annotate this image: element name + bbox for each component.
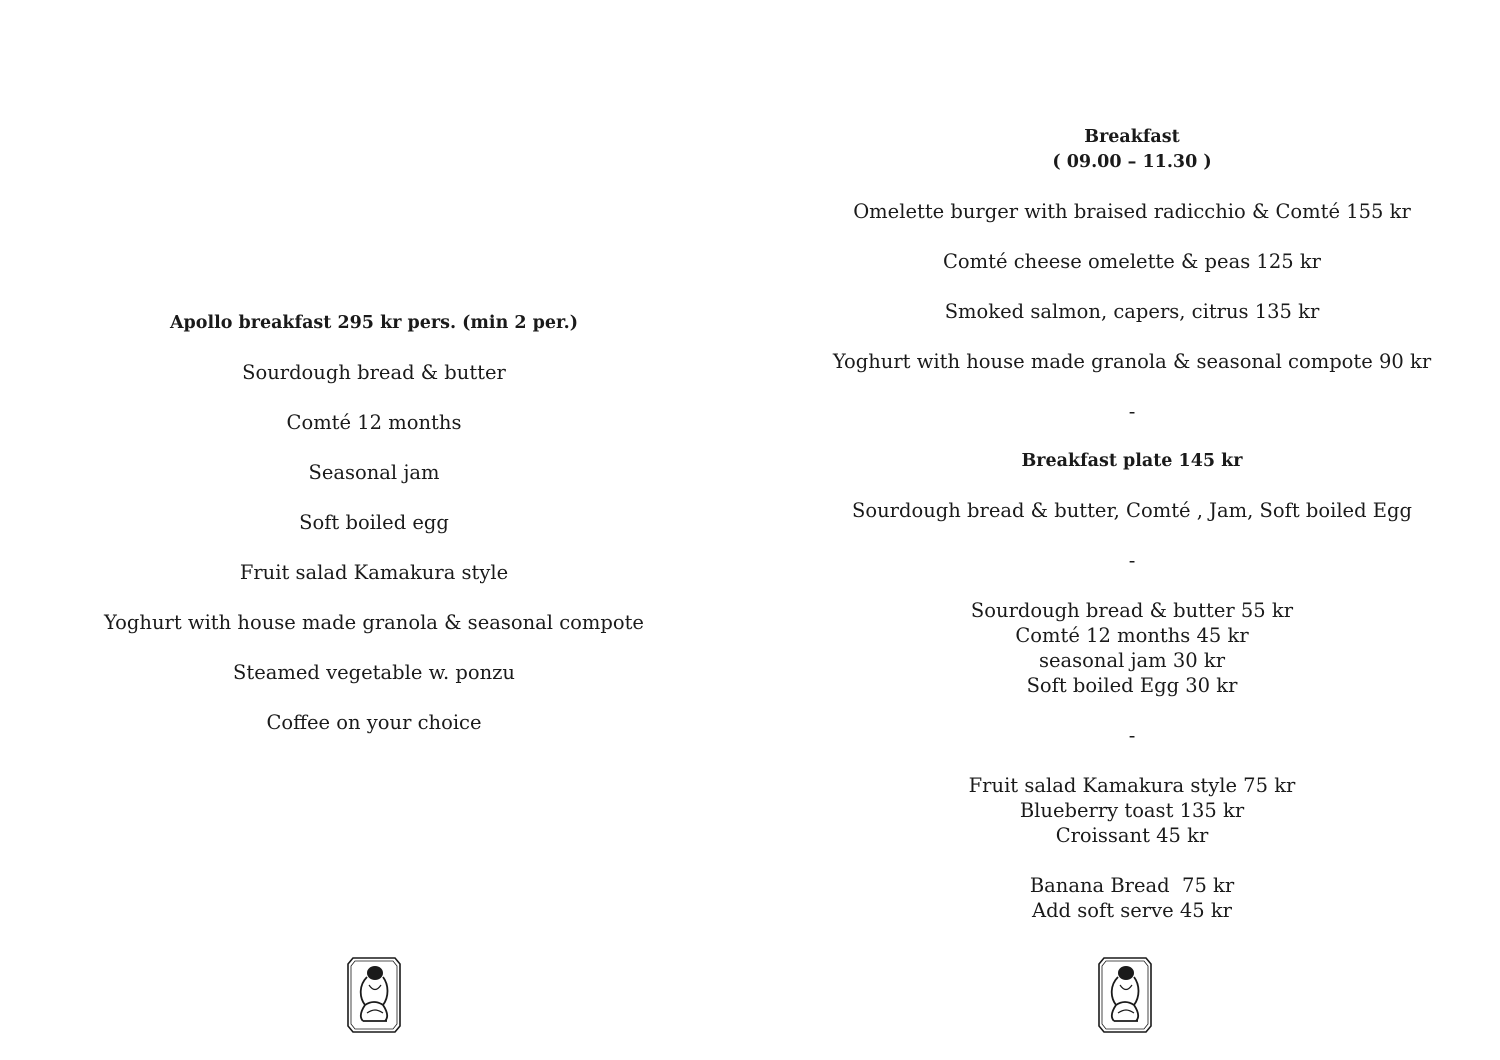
extra-item: Croissant 45 kr [1055,824,1209,847]
side-item: Soft boiled Egg 30 kr [1026,674,1238,697]
seated-figure-emblem-icon [1098,957,1152,1033]
menu-item: Coffee on your choice [266,711,482,734]
section-separator: - [1128,400,1136,423]
side-item: seasonal jam 30 kr [1038,649,1226,672]
menu-item: Soft boiled egg [299,511,449,534]
extra-item: Fruit salad Kamakura style 75 kr [968,774,1296,797]
dish-item: Yoghurt with house made granola & seasonal compote 90 kr [832,350,1432,373]
menu-item: Seasonal jam [308,461,440,484]
menu-item: Sourdough bread & butter [242,361,506,384]
extra-item: Blueberry toast 135 kr [1019,799,1245,822]
dish-item: Comté cheese omelette & peas 125 kr [943,250,1321,273]
section-separator: - [1128,724,1136,747]
breakfast-plate-heading: Breakfast plate 145 kr [1021,451,1243,471]
seated-figure-emblem-icon [347,957,401,1033]
breakfast-hours: ( 09.00 – 11.30 ) [1052,152,1212,172]
dish-item: Omelette burger with braised radicchio & Comté 155 kr [853,200,1411,223]
breakfast-title: Breakfast [1084,127,1180,147]
dessert-item: Add soft serve 45 kr [1031,899,1233,922]
section-separator: - [1128,549,1136,572]
side-item: Sourdough bread & butter 55 kr [970,599,1294,622]
apollo-breakfast-heading: Apollo breakfast 295 kr pers. (min 2 per.) [169,313,579,333]
dessert-item: Banana Bread 75 kr [1029,874,1235,897]
right-menu-page [750,0,1500,1060]
menu-item: Fruit salad Kamakura style [239,561,509,584]
menu-item: Steamed vegetable w. ponzu [233,661,515,684]
breakfast-plate-contents: Sourdough bread & butter, Comté , Jam, Soft boiled Egg [852,499,1412,522]
side-item: Comté 12 months 45 kr [1015,624,1249,647]
dish-item: Smoked salmon, capers, citrus 135 kr [944,300,1320,323]
menu-item: Comté 12 months [286,411,462,434]
menu-item: Yoghurt with house made granola & seasonal compote [104,611,644,634]
